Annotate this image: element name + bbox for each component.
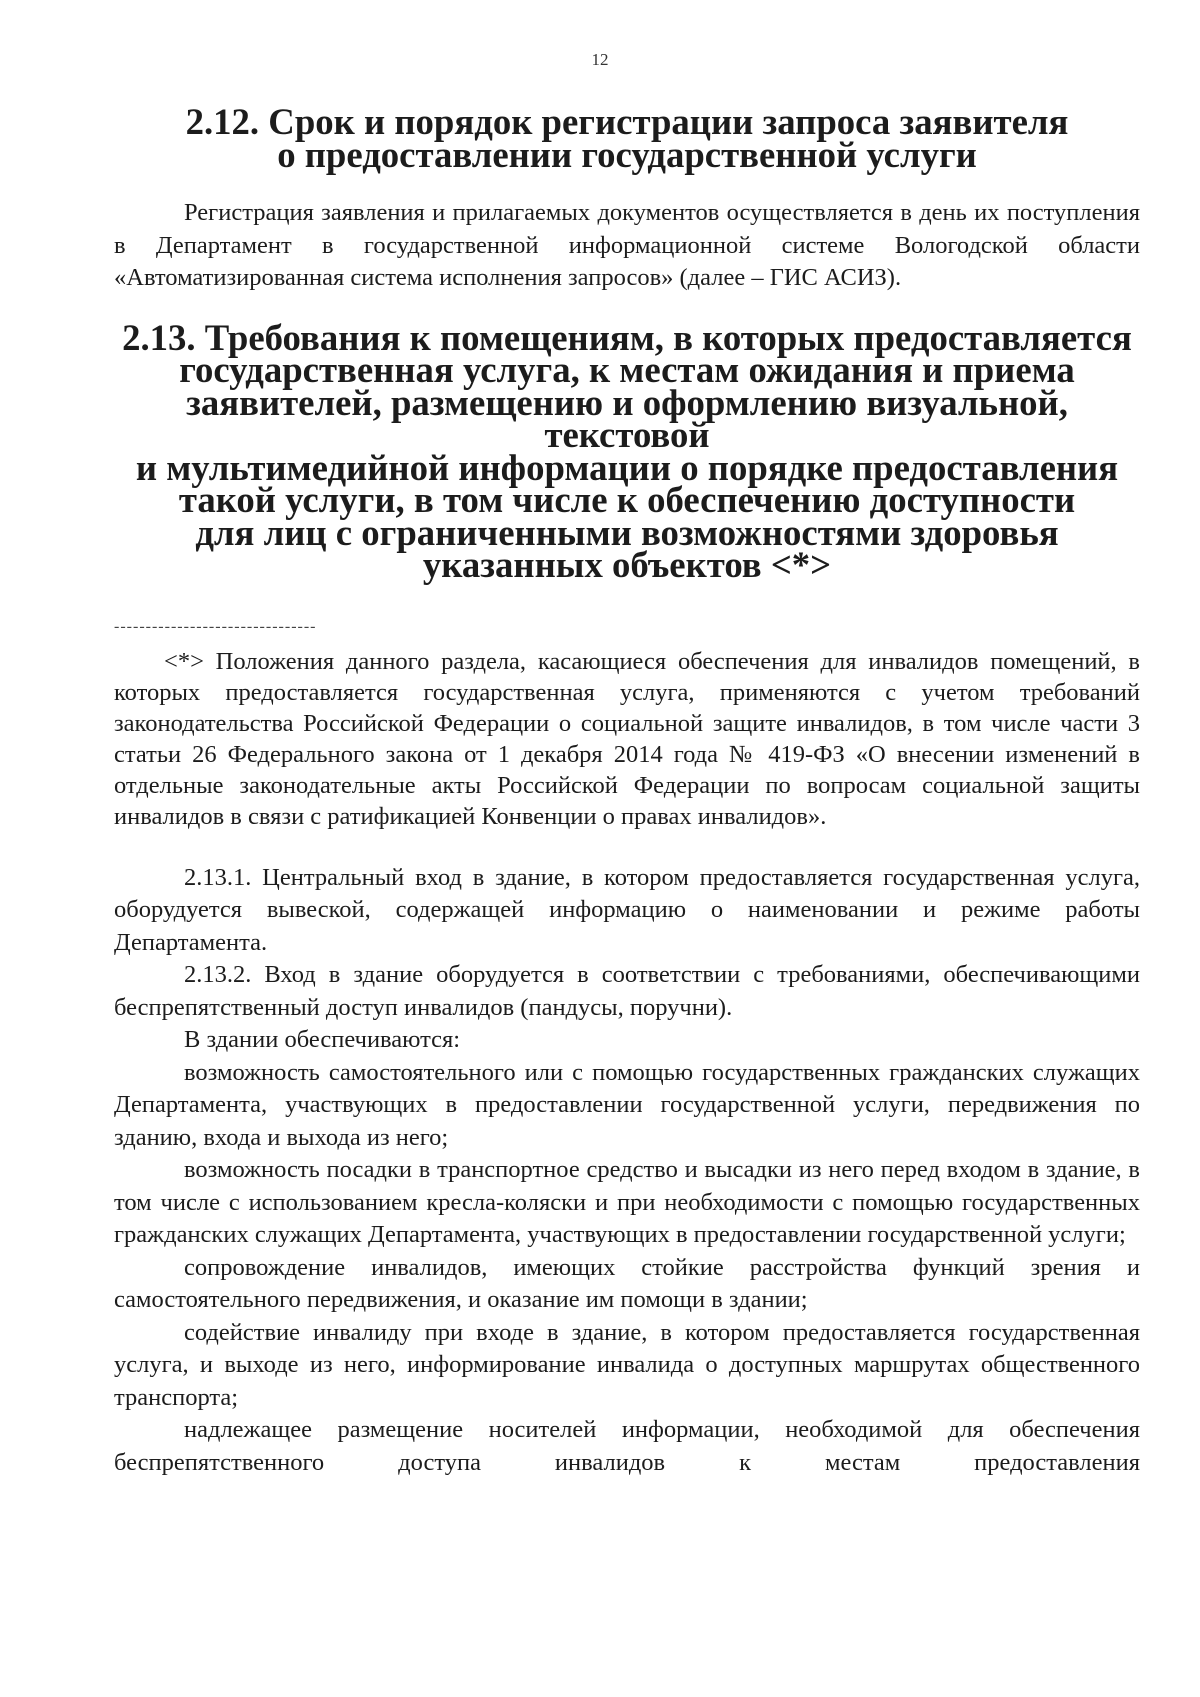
paragraph-list-item: возможность самостоятельного или с помощью государственных гражданских служащих Департамента, участвующих в предоставлении государственной услуги, передвижения по зданию, входа и выхода из него;: [114, 1058, 1140, 1151]
heading-line: заявителей, размещению и оформлению визуальной, текстовой: [186, 381, 1068, 455]
heading-line: о предоставлении государственной услуги: [277, 133, 977, 175]
paragraph-list-item: надлежащее размещение носителей информации, необходимой для обеспечения беспрепятственного доступа инвалидов к местам предоставления: [114, 1416, 1140, 1476]
paragraph-2-13-1: 2.13.1. Центральный вход в здание, в котором предоставляется государственная услуга, оборудуется вывеской, содержащей информацию о наименовании и режиме работы Департамента.: [114, 863, 1140, 956]
heading-line: государственная услуга, к местам ожидания и приема: [179, 349, 1075, 390]
heading-line: 2.12. Срок и порядок регистрации запроса заявителя: [185, 101, 1069, 142]
heading-line: указанных объектов <*>: [422, 544, 832, 585]
section-2-12-paragraph: Регистрация заявления и прилагаемых документов осуществляется в день их поступления в Департамент в государственной информационной системе Вологодской области «Автоматизированная система исполнения запросов» (далее – ГИС АСИЗ).: [114, 199, 1140, 291]
section-2-12-heading: [114, 101, 1140, 175]
paragraph-list-intro: В здании обеспечиваются:: [184, 1026, 461, 1053]
paragraph-2-13-2: 2.13.2. Вход в здание оборудуется в соответствии с требованиями, обеспечивающими беспрепятственный доступ инвалидов (пандусы, поручни).: [114, 961, 1140, 1021]
document-body: [114, 101, 1140, 1479]
footnote-text: <*> Положения данного раздела, касающиеся обеспечения для инвалидов помещений, в которых предоставляется государственная услуга, применяются с учетом требований законодательства Российской Федерации о социальной защите инвалидов, в том числе части 3 статьи 26 Федерального закона от 1 декабря 2014 года № 419-ФЗ «О внесении изменений в отдельные законодательные акты Российской Федерации по вопросам социальной защиты инвалидов в связи с ратификацией Конвенции о правах инвалидов».: [114, 647, 1140, 830]
heading-line: и мультимедийной информации о порядке предоставления: [135, 446, 1119, 488]
heading-line: 2.13. Требования к помещениям, в которых предоставляется: [122, 316, 1132, 358]
paragraph-list-item: возможность посадки в транспортное средство и высадки из него перед входом в здание, в том числе с использованием кресла-коляски и при необходимости с помощью государственных гражданских служащих Департамента, участвующих в предоставлении государственной услуги;: [114, 1156, 1140, 1248]
footnote-separator: --------------------------------: [114, 617, 317, 635]
page-number: 12: [591, 50, 609, 69]
heading-line: такой услуги, в том числе к обеспечению доступности: [178, 479, 1076, 520]
paragraph-list-item: сопровождение инвалидов, имеющих стойкие расстройства функций зрения и самостоятельного передвижения, и оказание им помощи в здании;: [114, 1253, 1140, 1313]
footnote-separator-wrap: [114, 617, 1140, 635]
heading-line: для лиц с ограниченными возможностями здоровья: [195, 511, 1059, 553]
section-2-13-heading: [114, 316, 1140, 585]
paragraph-list-item: содействие инвалиду при входе в здание, в котором предоставляется государственная услуга, и выходе из него, информирование инвалида о доступных маршрутах общественного транспорта;: [114, 1318, 1140, 1411]
